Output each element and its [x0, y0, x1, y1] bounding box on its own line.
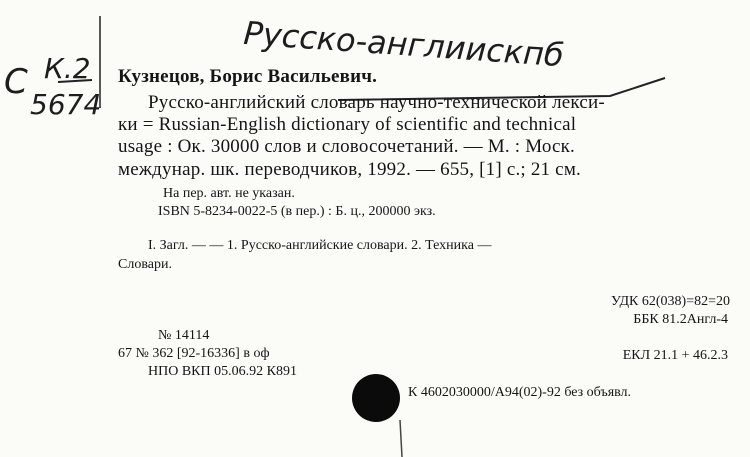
title-line-3: usage : Ок. 30000 слов и словосочетаний. — М. : Моск.	[118, 136, 576, 157]
handwritten-shelf-bottom: 5674	[30, 88, 102, 121]
catalog-number: К 4602030000/А94(02)-92 без объявл.	[408, 385, 632, 400]
author-heading: Кузнецов, Борис Васильевич.	[118, 66, 378, 87]
handwritten-shelf-top: К.2	[44, 52, 91, 85]
production-line-2: НПО ВКП 05.06.92 К891	[148, 364, 297, 379]
title-line-4: междунар. шк. переводчиков, 1992. — 655, [1] с.; 21 см.	[118, 159, 581, 180]
title-line-1: Русско-английский словарь научно-технической лекси-	[148, 92, 605, 113]
ekl-code: ЕКЛ 21.1 + 46.2.3	[622, 348, 728, 363]
tracing-line-2: Словари.	[118, 257, 172, 272]
binding-note: На пер. авт. не указан.	[163, 186, 295, 201]
production-number: № 14114	[158, 328, 210, 343]
card-punch-hole	[352, 374, 400, 422]
handwritten-shelf-prefix: С	[4, 62, 28, 102]
udk-code: УДК 62(038)=82=20	[611, 294, 730, 309]
bbk-code: ББК 81.2Англ-4	[633, 312, 728, 327]
title-line-2: ки = Russian-English dictionary of scientific and technical	[118, 114, 577, 135]
tracing-line-1: I. Загл. — — 1. Русско-английские словари. 2. Техника —	[148, 238, 492, 253]
isbn-line: ISBN 5-8234-0022-5 (в пер.) : Б. ц., 200000 экз.	[158, 204, 436, 219]
handwritten-title: Русско-англиискпб	[242, 14, 566, 75]
production-line-1: 67 № 362 [92-16336] в оф	[118, 346, 270, 361]
